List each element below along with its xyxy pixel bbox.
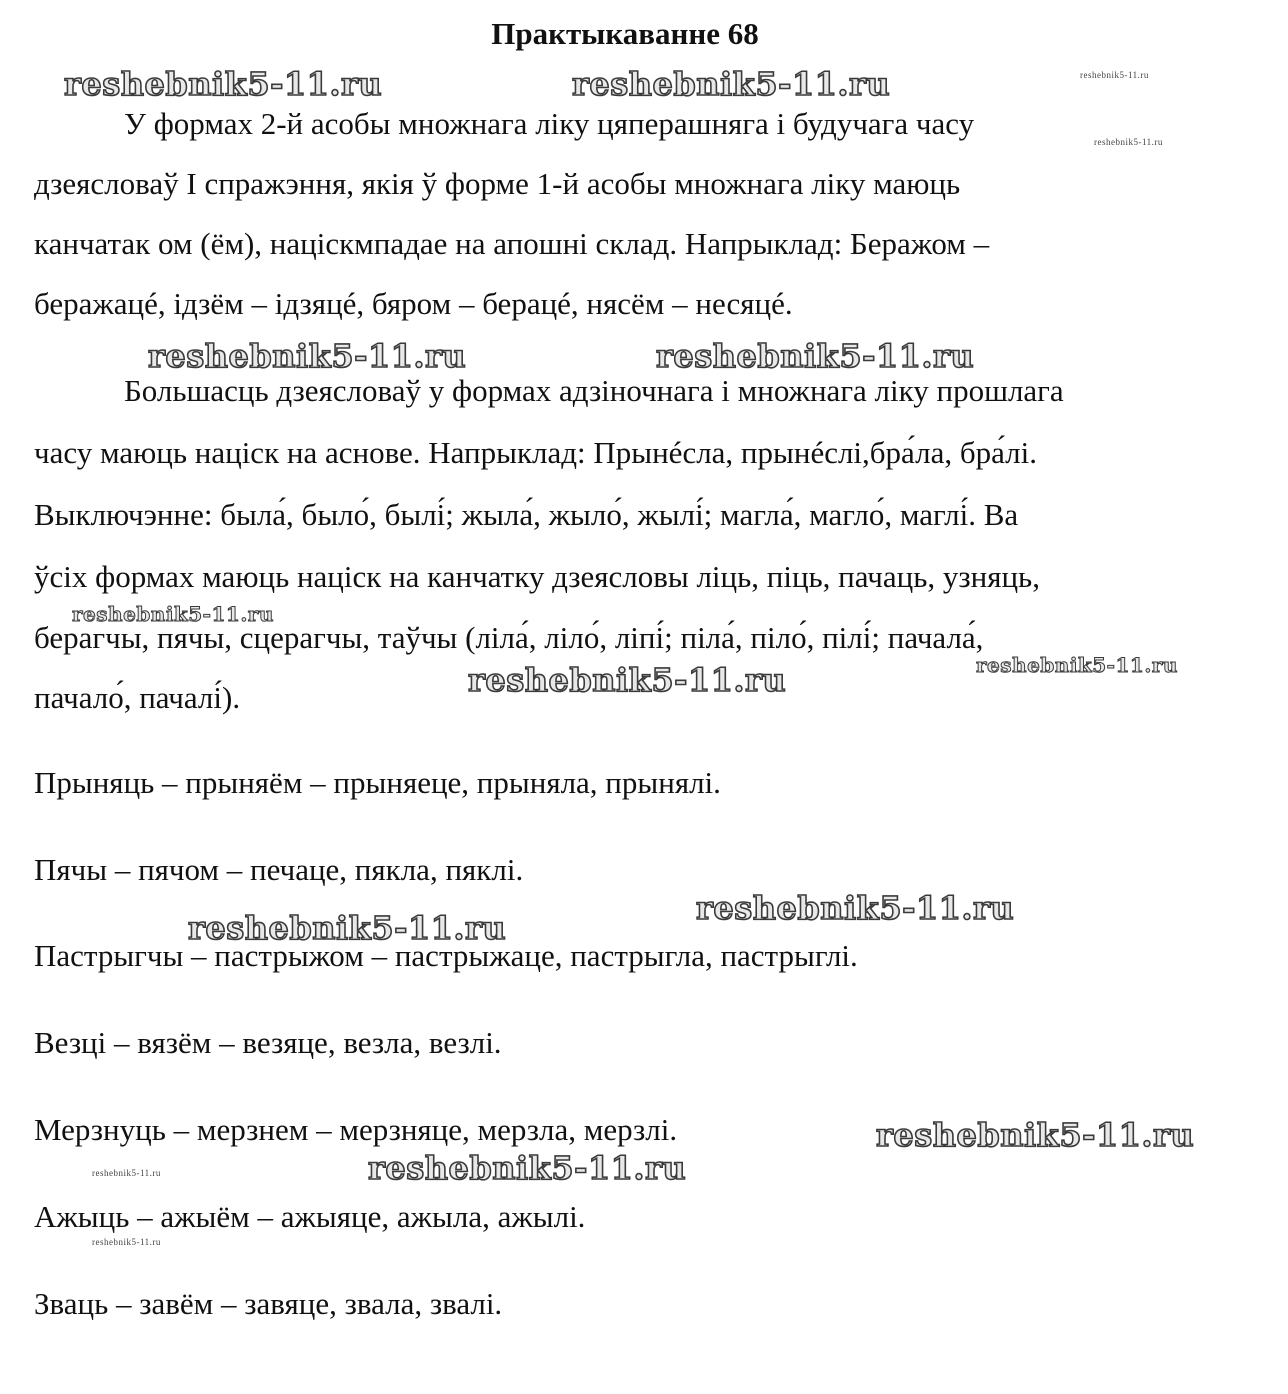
page-title: Практыкаванне 68 xyxy=(491,16,759,51)
answer-line: Ажыць – ажыём – ажыяце, ажыла, ажылі. xyxy=(34,1199,586,1234)
text-line: Выключэнне: была́, было́, былі́; жыла́, жыло́, жылі́; магла́, магло́, маглі́. Ва xyxy=(34,497,1019,532)
watermark: reshebnik5-11.ru xyxy=(656,337,975,375)
watermark: reshebnik5-11.ru xyxy=(72,602,274,626)
watermark: reshebnik5-11.ru xyxy=(1094,137,1163,147)
text-line: дзеясловаў I спражэння, якія ў форме 1-й асобы множнага ліку маюць xyxy=(34,166,961,201)
text-line: ўсіх формах маюць націск на канчатку дзеясловы ліць, піць, пачаць, узняць, xyxy=(34,559,1040,594)
watermark: reshebnik5-11.ru xyxy=(92,1168,161,1178)
answer-line: Прыняць – прыняём – прыняеце, прыняла, прынялі. xyxy=(34,765,721,800)
watermark: reshebnik5-11.ru xyxy=(368,1149,687,1187)
watermark: reshebnik5-11.ru xyxy=(976,653,1178,677)
watermark: reshebnik5-11.ru xyxy=(468,661,787,699)
answer-line: Зваць – завём – завяце, звала, звалі. xyxy=(34,1286,503,1321)
answer-line: Пастрыгчы – пастрыжом – пастрыжаце, пастрыгла, пастрыглі. xyxy=(34,938,858,973)
watermark: reshebnik5-11.ru xyxy=(188,909,507,947)
watermark: reshebnik5-11.ru xyxy=(572,65,891,103)
watermark: reshebnik5-11.ru xyxy=(148,337,467,375)
answer-line: Везці – вязём – везяце, везла, везлі. xyxy=(34,1025,502,1060)
text-line: берагчы, пячы, сцерагчы, таўчы (ліла́, ліло́, ліпі́; піла́, піло́, пілі́; пачала́, xyxy=(34,620,984,655)
text-line: канчатак ом (ём), націскмпадае на апошні склад. Напрыклад: Беражом – xyxy=(34,226,990,261)
watermark: reshebnik5-11.ru xyxy=(1080,70,1149,80)
text-line: У формах 2-й асобы множнага ліку цяперашняга і будучага часу xyxy=(124,106,975,141)
answer-line: Мерзнуць – мерзнем – мерзняце, мерзла, мерзлі. xyxy=(34,1112,678,1147)
watermark: reshebnik5-11.ru xyxy=(696,889,1015,927)
text-line: беражацé, ідзём – ідзяцé, бяром – берацé, нясём – несяцé. xyxy=(34,286,793,321)
text-line: часу маюць націск на аснове. Напрыклад: Прынéсла, прынéслі,бра́ла, бра́лі. xyxy=(34,435,1037,470)
watermark: reshebnik5-11.ru xyxy=(92,1237,161,1247)
answer-line: Пячы – пячом – печаце, пякла, пяклі. xyxy=(34,852,524,887)
watermark: reshebnik5-11.ru xyxy=(876,1116,1195,1154)
text-line: Большасць дзеясловаў у формах адзіночнага і множнага ліку прошлага xyxy=(124,373,1064,408)
watermark: reshebnik5-11.ru xyxy=(64,65,383,103)
text-line: пачало́, пачалі́). xyxy=(34,680,241,715)
